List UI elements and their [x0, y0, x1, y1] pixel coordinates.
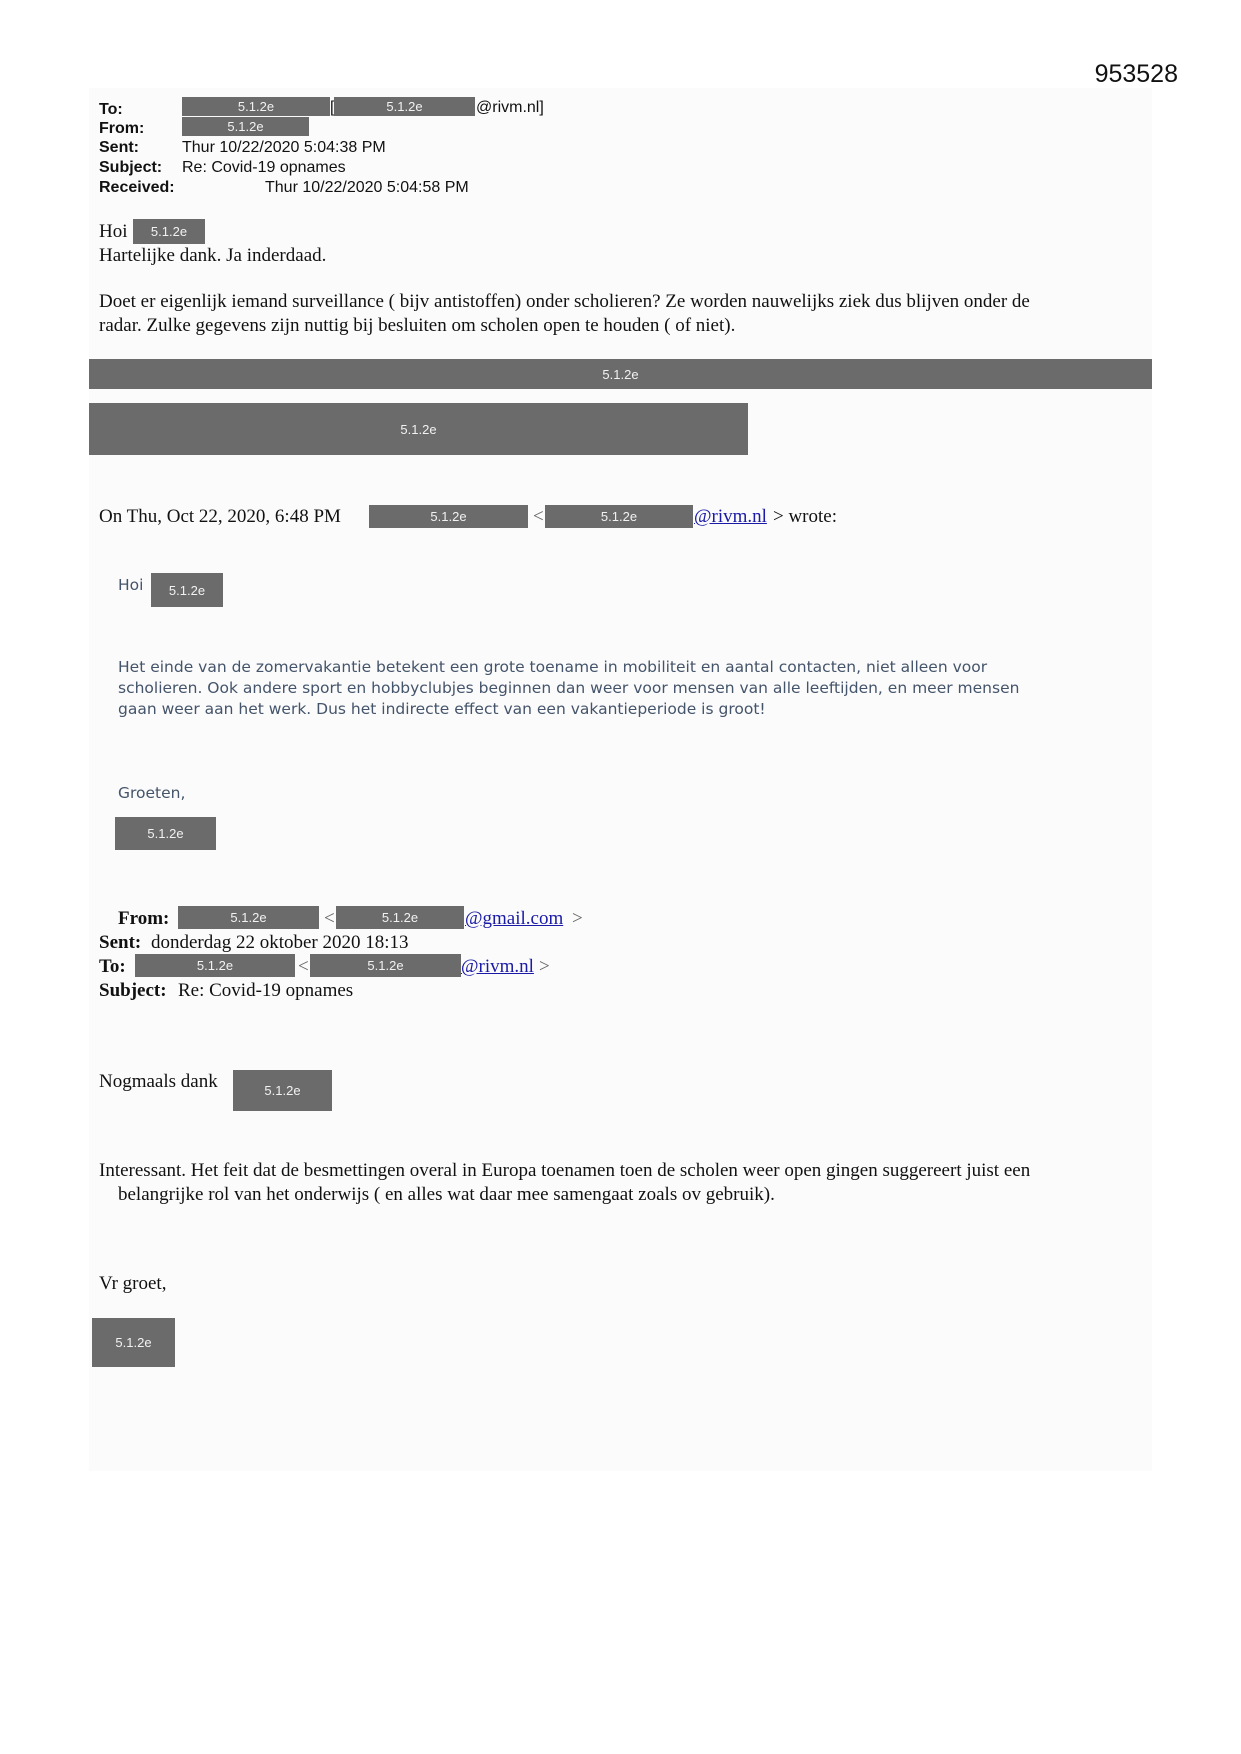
redaction: 5.1.2e	[178, 906, 319, 929]
redaction: 5.1.2e	[182, 97, 330, 116]
to-bracket: [	[330, 99, 335, 116]
fwd-from-lt: <	[324, 908, 335, 929]
fwd-to-gt: >	[539, 956, 550, 977]
reply-paragraph-line: Doet er eigenlijk iemand surveillance ( bijv antistoffen) onder scholieren? Ze worden nauwelijks ziek dus blijven onder de	[99, 291, 1030, 312]
redaction: 5.1.2e	[545, 505, 693, 528]
fwd-closing: Vr groet,	[99, 1273, 167, 1294]
quote-header-suffix: > wrote:	[773, 506, 838, 527]
sent-label: Sent:	[99, 139, 139, 156]
redaction: 5.1.2e	[336, 906, 464, 929]
to-domain: @rivm.nl]	[476, 99, 544, 116]
to-label: To:	[99, 101, 123, 118]
redaction-block: 5.1.2e	[89, 403, 748, 455]
reply-paragraph-line: radar. Zulke gegevens zijn nuttig bij besluiten om scholen open te houden ( of niet).	[99, 315, 736, 336]
received-value: Thur 10/22/2020 5:04:58 PM	[265, 179, 469, 196]
quoted-closing: Groeten,	[118, 784, 186, 802]
quoted-greeting: Hoi	[118, 576, 144, 594]
redaction: 5.1.2e	[334, 97, 475, 116]
reply-greeting: Hoi	[99, 221, 128, 242]
sent-value: Thur 10/22/2020 5:04:38 PM	[182, 139, 386, 156]
fwd-from-email-link[interactable]: @gmail.com	[465, 908, 564, 929]
reply-thanks: Hartelijke dank. Ja inderdaad.	[99, 245, 327, 266]
fwd-thanks: Nogmaals dank	[99, 1071, 218, 1092]
fwd-subject-label: Subject:	[99, 980, 167, 1001]
fwd-sent-value: donderdag 22 oktober 2020 18:13	[151, 932, 409, 953]
quote-header-prefix: On Thu, Oct 22, 2020, 6:48 PM	[99, 506, 341, 527]
quoted-paragraph-line: Het einde van de zomervakantie betekent een grote toename in mobiliteit en aantal contacten, niet alleen voor	[118, 658, 988, 676]
fwd-to-email-link[interactable]: @rivm.nl	[461, 956, 534, 977]
redaction: 5.1.2e	[135, 954, 295, 977]
fwd-from-gt: >	[572, 908, 583, 929]
redaction: 5.1.2e	[151, 573, 223, 607]
redaction: 5.1.2e	[92, 1318, 175, 1367]
redaction: 5.1.2e	[182, 117, 309, 136]
fwd-sent-label: Sent:	[99, 932, 142, 953]
subject-label: Subject:	[99, 159, 163, 176]
quoted-paragraph-line: scholieren. Ook andere sport en hobbyclubjes beginnen dan weer voor mensen van alle leeftijden, en meer mensen	[118, 679, 1020, 697]
fwd-subject-value: Re: Covid-19 opnames	[178, 980, 354, 1001]
document-number: 953528	[1094, 60, 1178, 88]
quote-header-email-link[interactable]: @rivm.nl	[694, 506, 767, 527]
redaction: 5.1.2e	[369, 505, 528, 528]
fwd-to-lt: <	[298, 956, 309, 977]
quoted-paragraph-line: gaan weer aan het werk. Dus het indirecte effect van een vakantieperiode is groot!	[118, 700, 766, 718]
redaction: 5.1.2e	[115, 817, 216, 850]
redaction: 5.1.2e	[233, 1070, 332, 1111]
fwd-paragraph-line: belangrijke rol van het onderwijs ( en alles wat daar mee samengaat zoals ov gebruik).	[118, 1184, 775, 1205]
fwd-from-label: From:	[118, 908, 170, 929]
redaction: 5.1.2e	[133, 219, 205, 244]
redaction-block: 5.1.2e	[89, 359, 1152, 389]
fwd-paragraph-line: Interessant. Het feit dat de besmettingen overal in Europa toenamen toen de scholen weer open gingen suggereert juist een	[99, 1160, 1031, 1181]
received-label: Received:	[99, 179, 175, 196]
quote-header-lt: <	[533, 506, 544, 527]
from-label: From:	[99, 120, 145, 137]
fwd-to-label: To:	[99, 956, 126, 977]
redaction: 5.1.2e	[310, 954, 461, 977]
subject-value: Re: Covid-19 opnames	[182, 159, 346, 176]
